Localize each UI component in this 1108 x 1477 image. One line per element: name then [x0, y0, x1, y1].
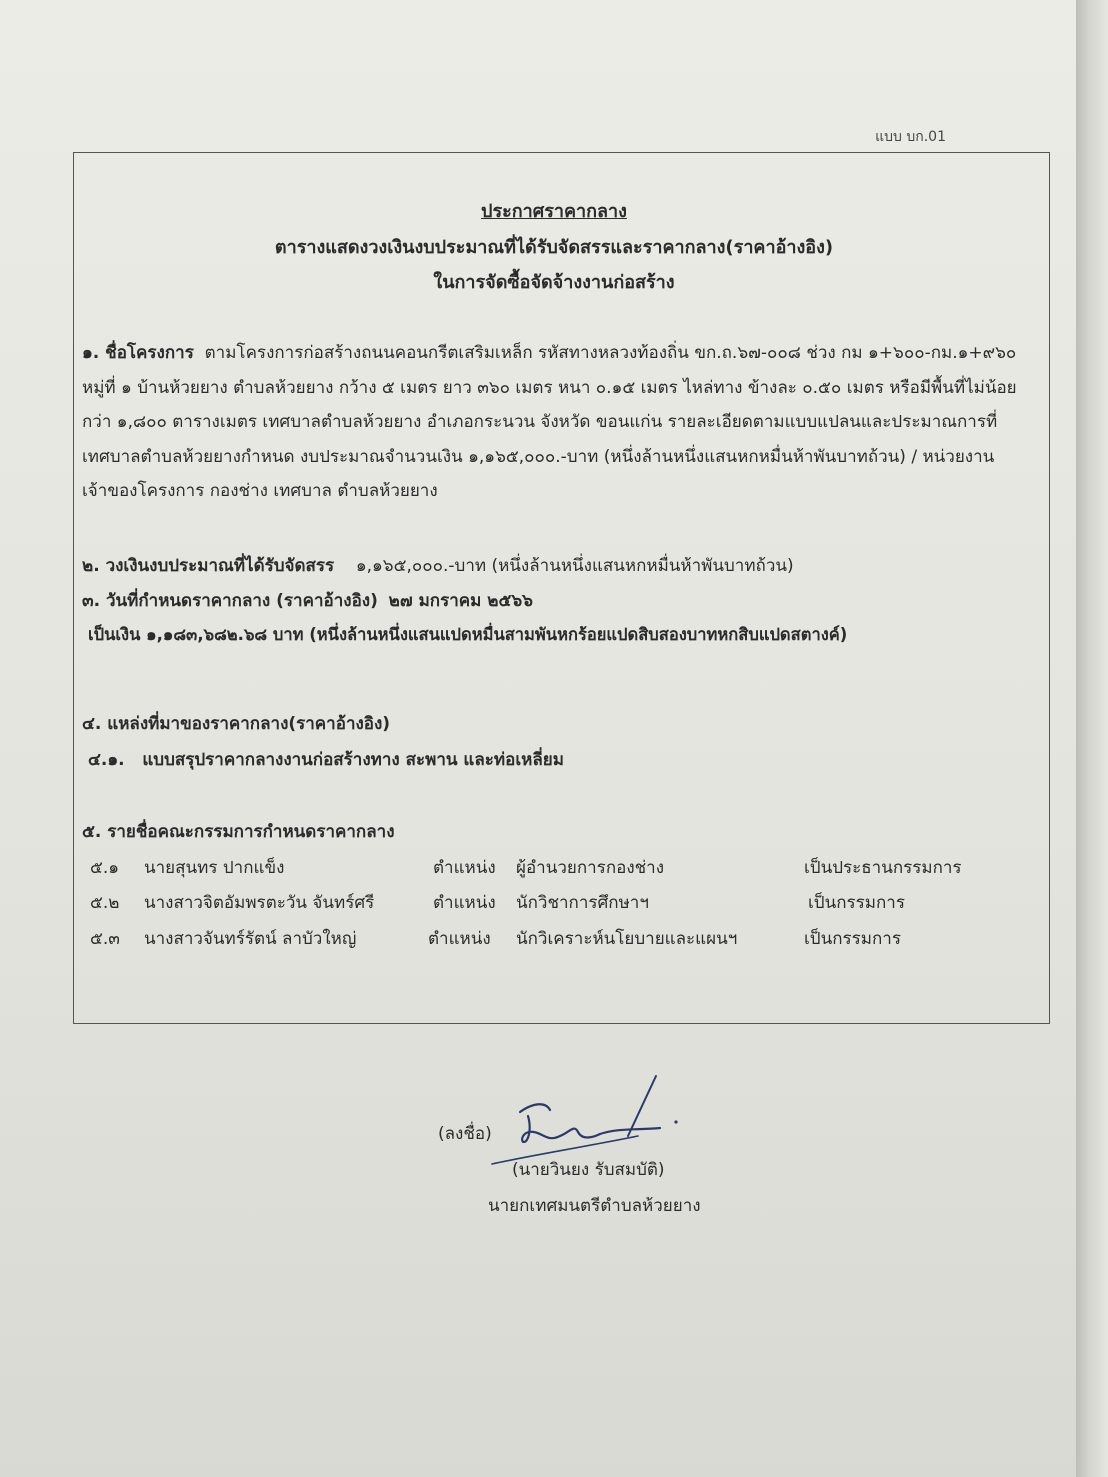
section-3-amount: เป็นเงิน ๑,๑๘๓,๖๘๒.๖๘ บาท (หนึ่งล้านหนึ่งแสนแปดหมื่นสามพันหกร้อยแปดสิบสองบาทหกสิบแปดสตางค์)	[88, 625, 848, 644]
document-subtitle-2: ในการจัดซื้อจัดจ้างงานก่อสร้าง	[433, 272, 675, 293]
section-4-label: ๔. แหล่งที่มาของราคากลาง(ราคาอ้างอิง)	[82, 714, 391, 734]
section-3-date: ๒๗ มกราคม ๒๕๖๖	[388, 591, 533, 611]
document-subtitle: ตารางแสดงวงเงินงบประมาณที่ได้รับจัดสรรและราคากลาง(ราคาอ้างอิง)	[274, 237, 834, 258]
member-role: เป็นประธานกรรมการ	[804, 858, 962, 878]
member-no: ๕.๒	[90, 893, 120, 913]
signatory-position: นายกเทศมนตรีตำบลห้วยยาง	[488, 1196, 701, 1216]
member-position: นักวิเคราะห์นโยบายและแผนฯ	[516, 929, 738, 949]
section-1	[82, 336, 1040, 509]
member-position: ผู้อำนวยการกองช่าง	[516, 858, 665, 878]
section-4-item	[88, 746, 564, 773]
section-2-label: ๒. วงเงินงบประมาณที่ได้รับจัดสรร	[82, 556, 335, 576]
member-position-label: ตำแหน่ง	[428, 929, 491, 949]
section-3-label: ๓. วันที่กำหนดราคากลาง (ราคาอ้างอิง)	[82, 591, 378, 611]
section-1-text: ตามโครงการก่อสร้างถนนคอนกรีตเสริมเหล็ก รหัสทางหลวงท้องถิ่น ขก.ถ.๖๗-๐๐๘ ช่วง กม ๑+๖๐๐-กม.๑+๙๖๐ หมู่ที่ ๑ บ้านห้วยยาง ตำบลห้วยยาง กว้าง ๕ เมตร ยาว ๓๖๐ เมตร หนา ๐.๑๕ เมตร ไหล่ทาง ข้างละ ๐.๕๐ เมตร หรือมีพื้นที่ไม่น้อยกว่า ๑,๘๐๐ ตารางเมตร เทศบาลตำบลห้วยยาง อำเภอกระนวน จังหวัด ขอนแก่น รายละเอียดตามแบบแปลนและประมาณการที่เทศบาลตำบลห้วยยางกำหนด งบประมาณจำนวนเงิน ๑,๑๖๕,๐๐๐.-บาท (หนึ่งล้านหนึ่งแสนหกหมื่นห้าพันบาทถ้วน) / หน่วยงานเจ้าของโครงการ กองช่าง เทศบาล ตำบลห้วยยาง	[82, 343, 1017, 502]
document-title: ประกาศราคากลาง	[481, 201, 627, 222]
member-name: นายสุนทร ปากแข็ง	[144, 858, 285, 878]
section-4-item-no: ๔.๑.	[88, 750, 125, 770]
member-position: นักวิชาการศึกษาฯ	[516, 893, 649, 913]
member-name: นางสาวจันทร์รัตน์ ลาบัวใหญ่	[144, 929, 357, 949]
member-role: เป็นกรรมการ	[804, 929, 901, 949]
section-4-item-text: แบบสรุปราคากลางงานก่อสร้างทาง สะพาน และท่อเหลี่ยม	[142, 750, 564, 770]
signatory-name: (นายวินยง รับสมบัติ)	[512, 1160, 665, 1180]
section-2	[82, 552, 794, 579]
member-name: นางสาวจิตอัมพรตะวัน จันทร์ศรี	[144, 893, 375, 913]
signature-label: (ลงชื่อ)	[438, 1124, 492, 1144]
section-1-label: ๑. ชื่อโครงการ	[82, 343, 194, 363]
section-3	[82, 587, 533, 614]
member-no: ๕.๓	[90, 929, 120, 949]
section-5-label: ๕. รายชื่อคณะกรรมการกำหนดราคากลาง	[82, 822, 395, 842]
form-code: แบบ บก.01	[875, 129, 946, 145]
member-position-label: ตำแหน่ง	[433, 858, 496, 878]
member-role: เป็นกรรมการ	[808, 893, 905, 913]
member-position-label: ตำแหน่ง	[433, 893, 496, 913]
member-no: ๕.๑	[90, 858, 120, 878]
section-2-text: ๑,๑๖๕,๐๐๐.-บาท (หนึ่งล้านหนึ่งแสนหกหมื่นห้าพันบาทถ้วน)	[355, 556, 794, 576]
